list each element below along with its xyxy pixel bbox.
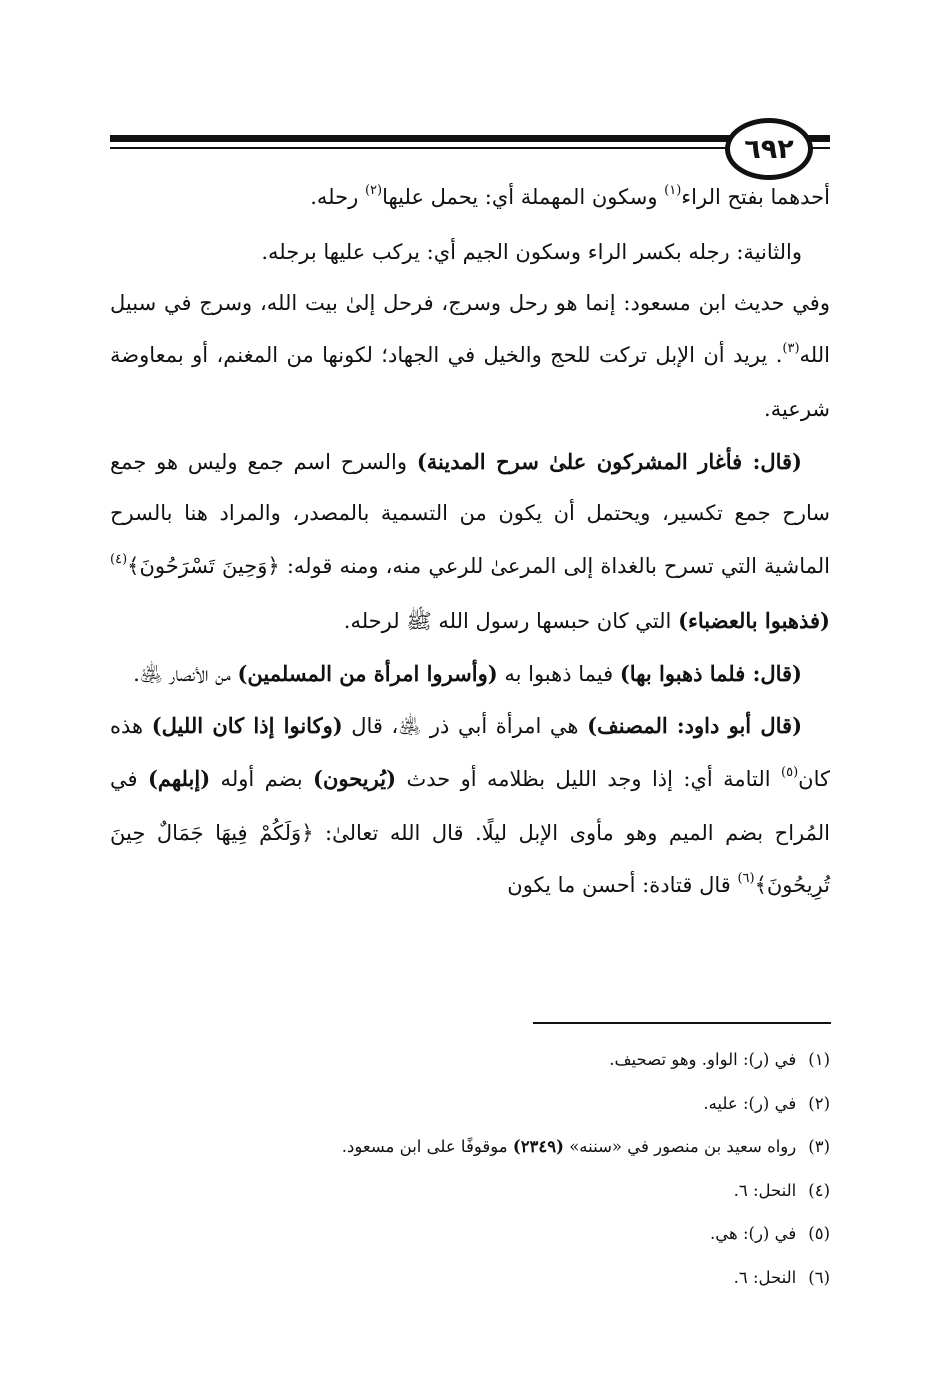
paragraph-3: وفي حديث ابن مسعود: إنما هو رحل وسرج، فرحل إلىٰ بيت الله، وسرج في سبيل الله$^{(٣)}$. يريد أن الإبل تركت للحج والخيل في الجهاد؛ لكونها من المغنم، أو بمعاوضة شرعية. <box>110 291 830 421</box>
footnote-ref-2[interactable]: (٢) <box>364 183 383 198</box>
footnote-3: (٣) رواه سعيد بن منصور في «سننه» (٢٣٤٩) موقوفًا على ابن مسعود. <box>341 1137 830 1157</box>
body-text <box>110 172 830 914</box>
paragraph-4: (قال: فأغار المشركون علىٰ سرح المدينة) والسرح اسم جمع وليس هو جمع سارح جمع تكسير، ويحتمل أن يكون من التسمية بالمصدر، والمراد هنا بالسرح الماشية التي تسرح بالغداة إلى المرعىٰ للرعي منه، ومنه قوله: ﴿وَحِينَ تَسْرَحُونَ﴾$^{(٤)}$ (فذهبوا بالعضباء) التي كان حبسها رسول الله ﷺ لرحله. <box>110 448 830 633</box>
footnote-6: (٦) النحل: ٦. <box>733 1267 830 1287</box>
header-rule-thick <box>110 135 830 142</box>
footnotes <box>110 1038 830 1299</box>
quran-quote: ﴿وَحِينَ تَسْرَحُونَ﴾ <box>127 553 280 578</box>
footnote-ref-4[interactable]: (٤) <box>110 551 128 567</box>
page-number: ٦٩٢ <box>725 118 813 180</box>
quran-quote: ﴿وَلَكُمْ فِيهَا جَمَالٌ حِينَ تُرِيحُونَ﴾ <box>110 821 830 897</box>
footnote-ref-5[interactable]: (٥) <box>781 764 799 780</box>
footnote-ref-6[interactable]: (٦) <box>737 870 755 886</box>
footnote-4: (٤) النحل: ٦. <box>733 1180 830 1200</box>
paragraph-2: والثانية: رجله بكسر الراء وسكون الجيم أي: يركب عليها برجله. <box>261 239 802 264</box>
footnote-5: (٥) في (ر): هي. <box>710 1224 830 1244</box>
header-rule-thin <box>110 147 830 149</box>
footnote-separator <box>533 1022 831 1024</box>
footnote-ref-1[interactable]: (١) <box>664 183 682 198</box>
paragraph-5: (قال: فلما ذهبوا بها) فيما ذهبوا به (وأسروا امرأة من المسلمين) من الأنصار ﵁. <box>133 660 802 686</box>
footnote-1: (١) في (ر): الواو. وهو تصحيف. <box>609 1050 830 1070</box>
footnote-2: (٢) في (ر): عليه. <box>703 1093 830 1113</box>
paragraph-6: (قال أبو داود: المصنف) هي امرأة أبي ذر ﵁، قال (وكانوا إذا كان الليل) هذه كان$^{(٥)}$ التامة أي: إذا وجد الليل بظلامه أو حدث (يُريحون) بضم أوله (إبلهم) في المُراح بضم الميم وهو مأوى الإبل ليلًا. قال الله تعالىٰ: ﴿وَلَكُمْ فِيهَا جَمَالٌ حِينَ تُرِيحُونَ﴾$^{(٦)}$ قال قتادة: أحسن ما يكون <box>110 713 830 897</box>
paragraph-1: أحدهما بفتح الراء$^{(١)}$ وسكون المهملة أي: يحمل عليها$^{(٢)}$ رحله. <box>310 183 830 209</box>
footnote-ref-3[interactable]: (٣) <box>782 340 800 356</box>
